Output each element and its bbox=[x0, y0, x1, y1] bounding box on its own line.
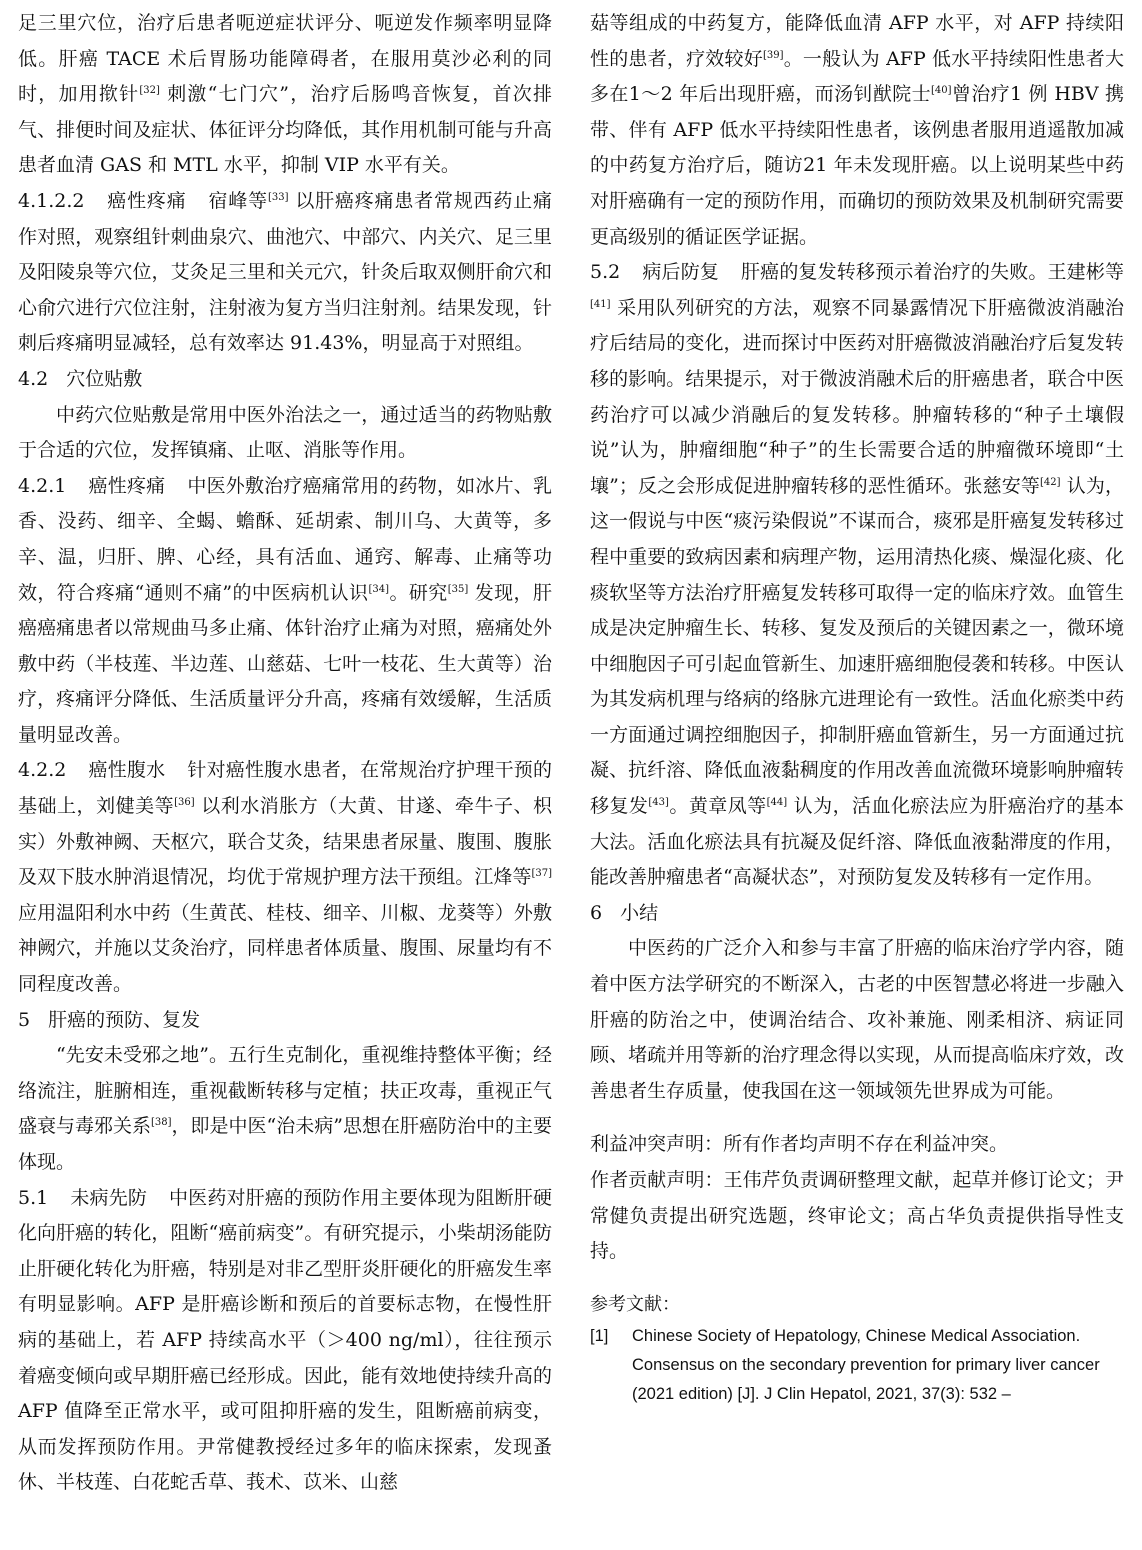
spacer bbox=[590, 1109, 1124, 1127]
section-title: 病后防复 bbox=[642, 261, 720, 284]
citation[interactable]: [41] bbox=[590, 298, 611, 310]
citation[interactable]: [43] bbox=[648, 797, 669, 809]
citation[interactable]: [38] bbox=[151, 1117, 172, 1129]
citation[interactable]: [33] bbox=[267, 191, 289, 203]
contribution-statement: 作者贡献声明：王伟芹负责调研整理文献，起草并修订论文；尹常健负责提出研究选题，终审论文；高占华负责提供指导性支持。 bbox=[590, 1169, 1124, 1263]
reference-item bbox=[590, 1322, 1124, 1409]
section-5-1: 5.1 未病先防 中医药对肝癌的预防作用主要体现为阻断肝硬化向肝癌的转化，阻断“癌前病变”。有研究提示，小柴胡汤能防止肝硬化转化为肝癌，特别是对非乙型肝炎肝硬化的肝癌发生率有明显影响。AFP 是肝癌诊断和预后的首要标志物，在慢性肝病的基础上，若 AFP 持续高水平（＞400 ng/ml），往往预示着癌变倾向或早期肝癌已经形成。因此，能有效地使持续升高的 AFP 值降至正常水平，或可阻抑肝癌的发生，阻断癌前病变，从而发挥预防作用。尹常健教授经过多年的临床探索，发现蚤休、半枝莲、白花蛇舌草、莪术、苡米、山慈 bbox=[18, 1186, 552, 1494]
reference-number: [1] bbox=[590, 1326, 609, 1345]
left-column bbox=[18, 6, 552, 1501]
paragraph: 菇等组成的中药复方，能降低血清 AFP 水平，对 AFP 持续阳性的患者，疗效较好[39]。一般认为 AFP 低水平持续阳性患者大多在1～2 年后出现肝癌，而汤钊猷院士[40]曾治疗1 例 HBV 携带、伴有 AFP 低水平持续阳性患者，该例患者服用逍遥散加减的中药复方治疗后，随访21 年未发现肝癌。以上说明某些中药对肝癌确有一定的预防作用，而确切的预防效果及机制研究需要更高级别的循证医学证据。 bbox=[590, 12, 1125, 248]
references-heading: 参考文献： bbox=[590, 1293, 680, 1315]
paragraph: 中药穴位贴敷是常用中医外治法之一，通过适当的药物贴敷于合适的穴位，发挥镇痛、止呕、消胀等作用。 bbox=[18, 403, 552, 462]
citation[interactable]: [44] bbox=[766, 797, 788, 809]
citation[interactable]: [32] bbox=[139, 85, 160, 97]
section-4-2-2: 4.2.2 癌性腹水 针对癌性腹水患者，在常规治疗护理干预的基础上，刘健美等[36] 以利水消胀方（大黄、甘遂、牵牛子、枳实）外敷神阙、天枢穴，联合艾灸，结果患者尿量、腹围、腹胀及双下肢水肿消退情况，均优于常规护理方法干预组。江烽等[37] 应用温阳利水中药（生黄芪、桂枝、细辛、川椒、龙葵等）外敷神阙穴，并施以艾灸治疗，同样患者体质量、腹围、尿量均有不同程度改善。 bbox=[18, 759, 552, 996]
section-heading-6: 6 小结 bbox=[590, 901, 659, 924]
citation[interactable]: [39] bbox=[762, 49, 784, 61]
paragraph: “先安未受邪之地”。五行生克制化，重视维持整体平衡；经络流注，脏腑相连，重视截断转移与定植；扶正攻毒，重视正气盛衰与毒邪关系[38]，即是中医“治未病”思想在肝癌防治中的主要体现。 bbox=[18, 1044, 552, 1173]
section-4-1-2-2: 4.1.2.2 癌性疼痛 宿峰等[33] 以肝癌疼痛患者常规西药止痛作对照，观察组针刺曲泉穴、曲池穴、中部穴、内关穴、足三里及阳陵泉等穴位，艾灸足三里和关元穴，针灸后取双侧肝俞穴和心俞穴进行穴位注射，注射液为复方当归注射剂。结果发现，针刺后疼痛明显减轻，总有效率达 91.43%，明显高于对照组。 bbox=[18, 189, 552, 355]
section-title: 小结 bbox=[620, 901, 659, 924]
section-heading-4-2: 4.2 穴位贴敷 bbox=[18, 367, 143, 390]
conflict-statement: 利益冲突声明：所有作者均声明不存在利益冲突。 bbox=[590, 1133, 1009, 1156]
section-title: 癌性疼痛 bbox=[88, 474, 166, 497]
citation[interactable]: [35] bbox=[447, 583, 469, 595]
section-4-2-1: 4.2.1 癌性疼痛 中医外敷治疗癌痛常用的药物，如冰片、乳香、没药、细辛、全蝎、蟾酥、延胡索、制川乌、大黄等，多辛、温，归肝、脾、心经，具有活血、通窍、解毒、止痛等功效，符合疼痛“通则不痛”的中医病机认识[34]。研究[35] 发现，肝癌癌痛患者以常规曲马多止痛、体针治疗止痛为对照，癌痛处外敷中药（半枝莲、半边莲、山慈菇、七叶一枝花、生大黄等）治疗，疼痛评分降低、生活质量评分升高，疼痛有效缓解，生活质量明显改善。 bbox=[18, 474, 552, 746]
section-5-2: 5.2 病后防复 肝癌的复发转移预示着治疗的失败。王建彬等[41] 采用队列研究的方法，观察不同暴露情况下肝癌微波消融治疗后结局的变化，进而探讨中医药对肝癌微波消融治疗后复发转移的影响。结果提示，对于微波消融术后的肝癌患者，联合中医药治疗可以减少消融后的复发转移。肿瘤转移的“种子土壤假说”认为，肿瘤细胞“种子”的生长需要合适的肿瘤微环境即“土壤”；反之会形成促进肿瘤转移的恶性循环。张慈安等[42] 认为，这一假说与中医“痰污染假说”不谋而合，痰邪是肝癌复发转移过程中重要的致病因素和病理产物，运用清热化痰、燥湿化痰、化痰软坚等方法治疗肝癌复发转移可取得一定的临床疗效。血管生成是决定肿瘤生长、转移、复发及预后的关键因素之一，微环境中细胞因子可引起血管新生、加速肝癌细胞侵袭和转移。中医认为其发病机理与络病的络脉亢进理论有一致性。活血化瘀类中药一方面通过调控细胞因子，抑制肝癌血管新生，另一方面通过抗凝、抗纤溶、降低血液黏稠度的作用改善血流微环境影响肿瘤转移复发[43]。黄章凤等[44] 认为，活血化瘀法应为肝癌治疗的基本大法。活血化瘀法具有抗凝及促纤溶、降低血液黏滞度的作用，能改善肿瘤患者“高凝状态”，对预防复发及转移有一定作用。 bbox=[590, 261, 1124, 889]
citation[interactable]: [40] bbox=[931, 85, 952, 97]
spacer bbox=[590, 1270, 1124, 1288]
citation[interactable]: [36] bbox=[174, 797, 195, 809]
section-title: 肝癌的预防、复发 bbox=[48, 1008, 201, 1031]
right-column bbox=[590, 6, 1124, 1409]
section-title: 未病先防 bbox=[70, 1186, 148, 1209]
section-title: 癌性疼痛 bbox=[106, 189, 187, 212]
reference-text: Chinese Society of Hepatology, Chinese Medical Association. Consensus on the secondary prevention for primary liver cancer (2021 edition) [J]. J Clin Hepatol, 2021, 37(3): 532 – bbox=[632, 1326, 1100, 1403]
paragraph: 中医药的广泛介入和参与丰富了肝癌的临床治疗学内容，随着中医方法学研究的不断深入，古老的中医智慧必将进一步融入肝癌的防治之中，使调治结合、攻补兼施、刚柔相济、病证同顾、堵疏并用等新的治疗理念得以实现，从而提高临床疗效，改善患者生存质量，使我国在这一领域领先世界成为可能。 bbox=[590, 937, 1124, 1102]
citation[interactable]: [37] bbox=[531, 868, 552, 880]
citation[interactable]: [34] bbox=[368, 583, 390, 595]
section-title: 穴位贴敷 bbox=[66, 367, 143, 390]
section-heading-5: 5 肝癌的预防、复发 bbox=[18, 1008, 201, 1031]
citation[interactable]: [42] bbox=[1040, 476, 1061, 488]
section-title: 癌性腹水 bbox=[88, 759, 166, 782]
paragraph: 足三里穴位，治疗后患者呃逆症状评分、呃逆发作频率明显降低。肝癌 TACE 术后胃肠功能障碍者，在服用莫沙必利的同时，加用揿针[32] 刺激“七门穴”，治疗后肠鸣音恢复，首次排气、排便时间及症状、体征评分均降低，其作用机制可能与升高患者血清 GAS 和 MTL 水平，抑制 VIP 水平有关。 bbox=[18, 12, 552, 177]
